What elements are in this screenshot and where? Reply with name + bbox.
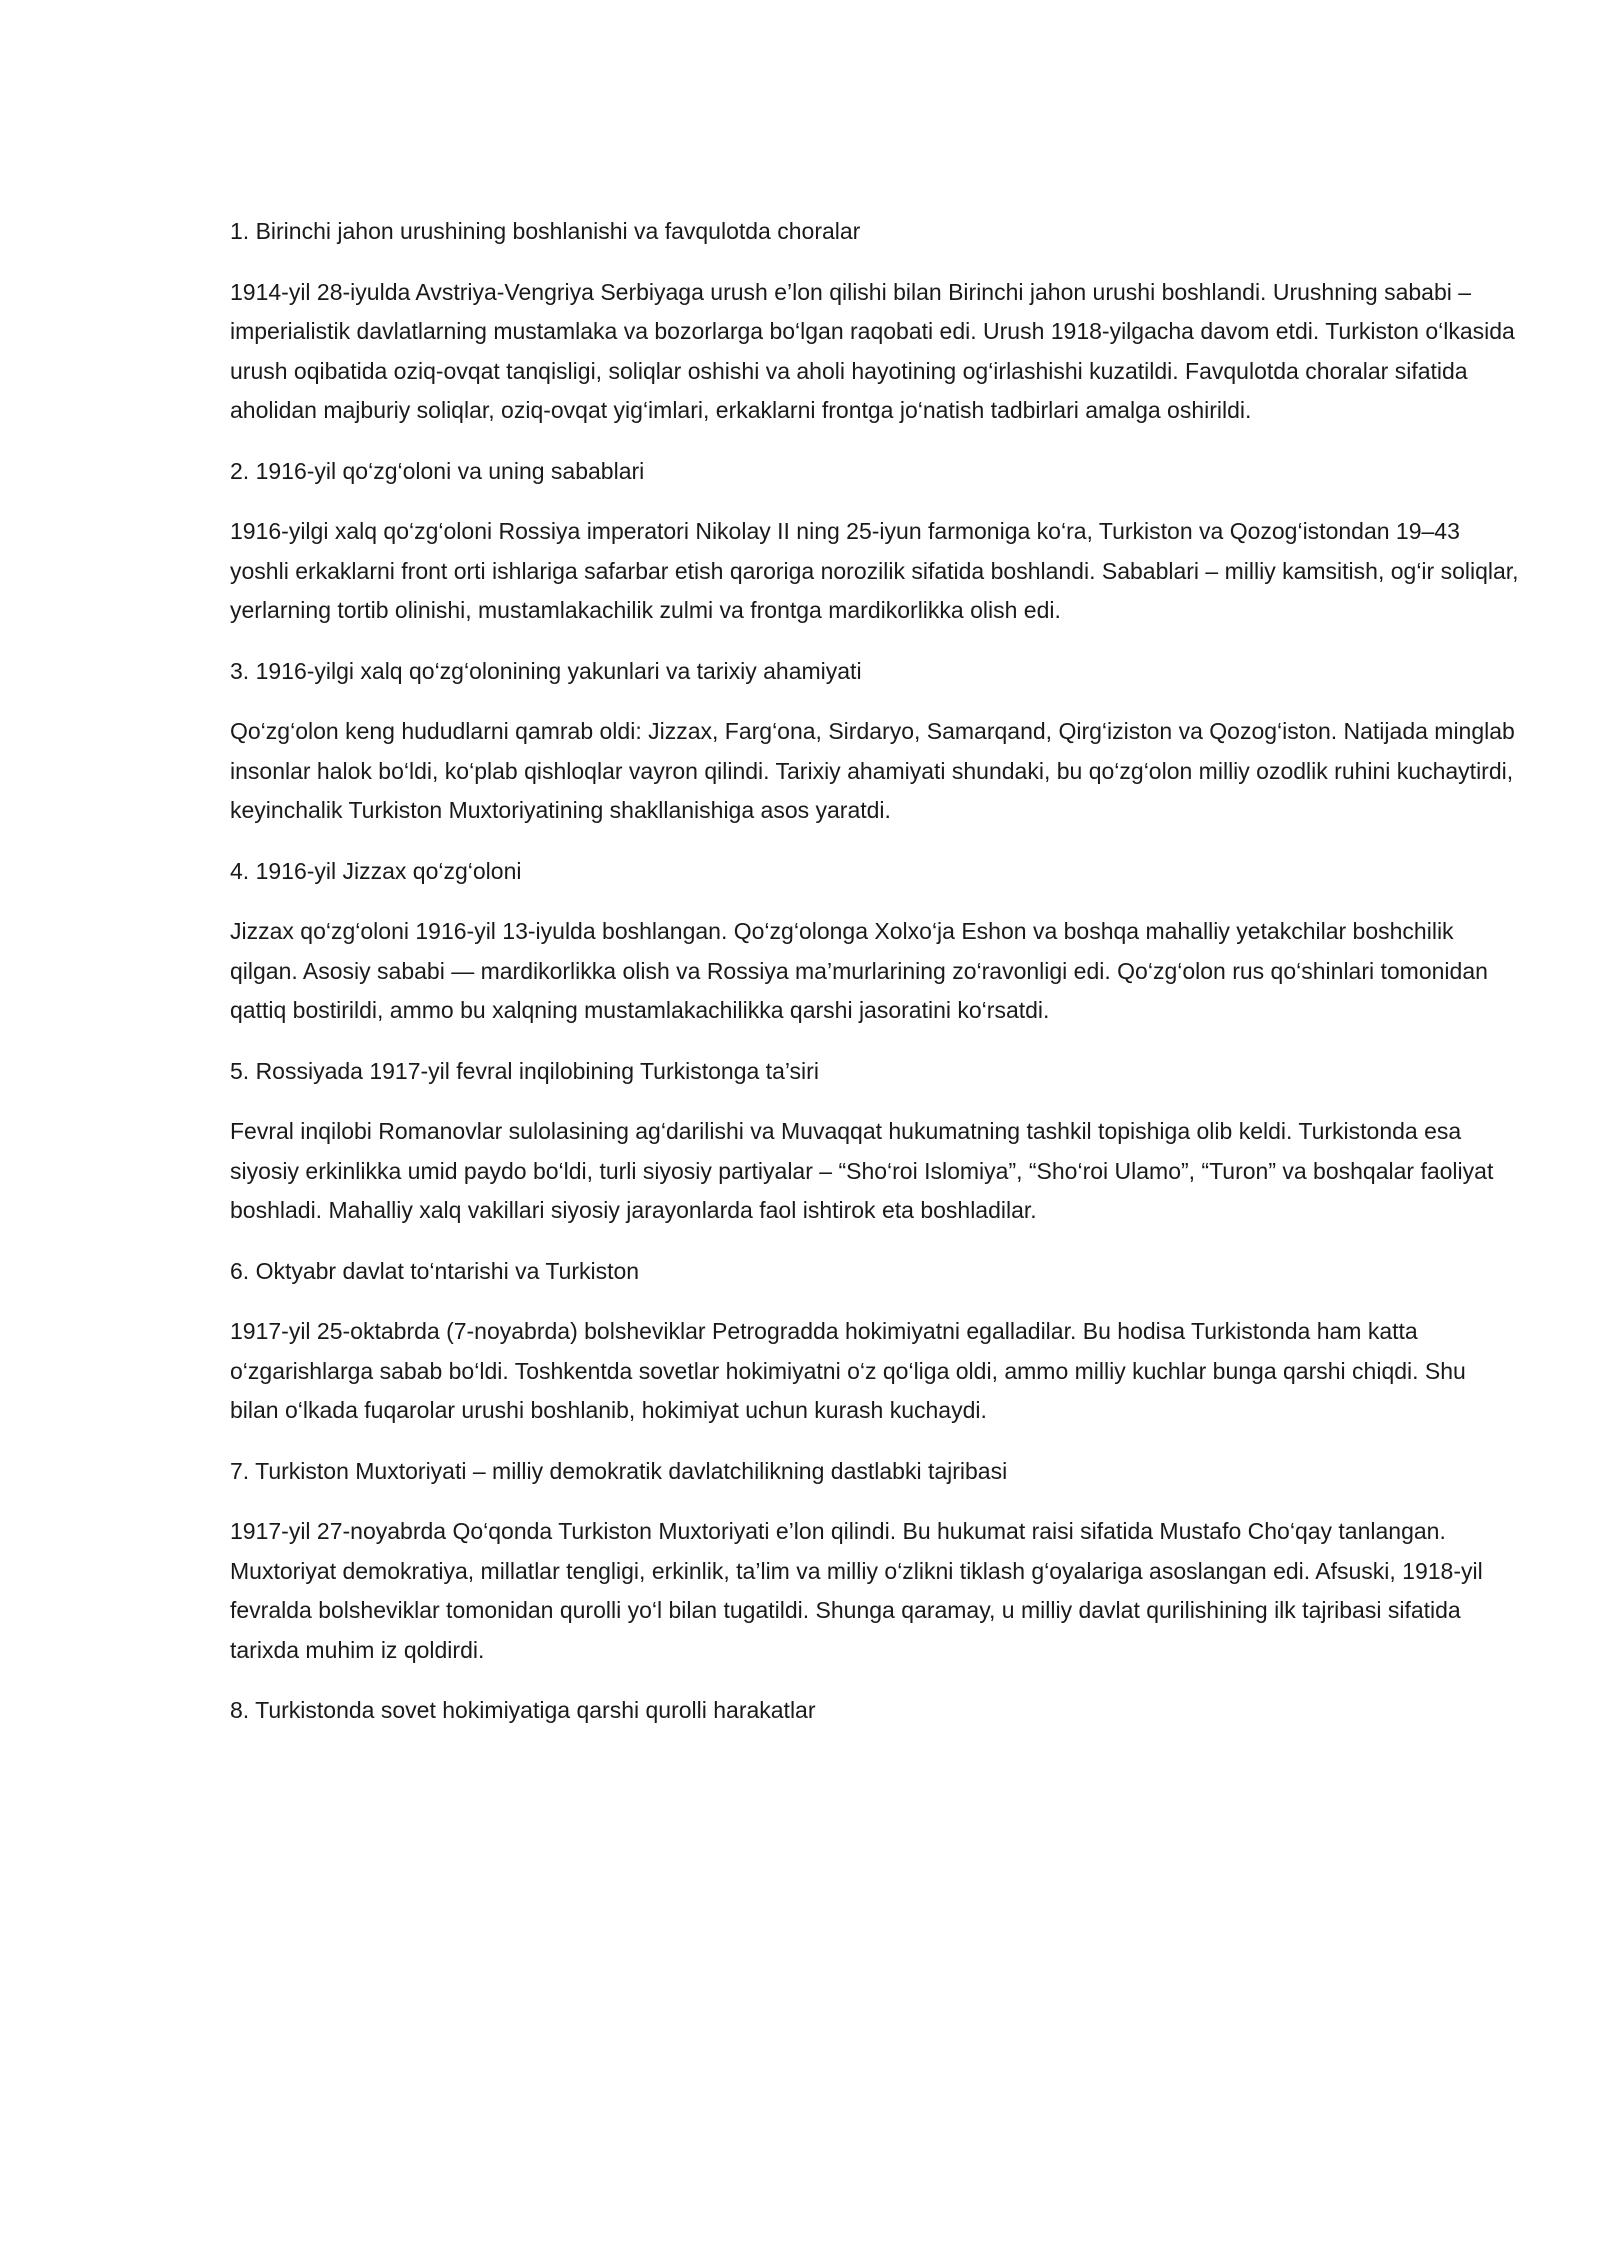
document-content	[230, 212, 1520, 1752]
section-6-heading: 6. Oktyabr davlat to‘ntarishi va Turkiston	[230, 1257, 640, 1284]
section-2-heading: 2. 1916-yil qo‘zg‘oloni va uning sabablari	[230, 457, 645, 484]
section-7-body: 1917-yil 27-noyabrda Qo‘qonda Turkiston Muxtoriyati e’lon qilindi. Bu hukumat raisi sifatida Mustafo Cho‘qay tanlangan. Muxtoriyat demokratiya, millatlar tengligi, erkinlik, ta’lim va milliy o‘zlikni tiklash g‘oyalariga asoslangan edi. Afsuski, 1918-yil fevralda bolsheviklar tomonidan qurolli yo‘l bilan tugatildi. Shunga qaramay, u milliy davlat qurilishining ilk tajribasi sifatida tarixda muhim iz qoldirdi.	[230, 1518, 1483, 1663]
section-4-body: Jizzax qo‘zg‘oloni 1916-yil 13-iyulda boshlangan. Qo‘zg‘olonga Xolxo‘ja Eshon va boshqa mahalliy yetakchilar boshchilik qilgan. Asosiy sababi — mardikorlikka olish va Rossiya ma’murlarining zo‘ravonligi edi. Qo‘zg‘olon rus qo‘shinlari tomonidan qattiq bostirildi, ammo bu xalqning mustamlakachilikka qarshi jasoratini ko‘rsatdi.	[230, 918, 1488, 1023]
section-8-heading: 8. Turkistonda sovet hokimiyatiga qarshi qurolli harakatlar	[230, 1697, 816, 1723]
section-1-heading: 1. Birinchi jahon urushining boshlanishi va favqulotda choralar	[230, 218, 861, 244]
section-5-body: Fevral inqilobi Romanovlar sulolasining ag‘darilishi va Muvaqqat hukumatning tashkil topishiga olib keldi. Turkistonda esa siyosiy erkinlikka umid paydo bo‘ldi, turli siyosiy partiyalar – “Sho‘roi Islomiya”, “Sho‘roi Ulamo”, “Turon” va boshqalar faoliyat boshladi. Mahalliy xalq vakillari siyosiy jarayonlarda faol ishtirok eta boshladilar.	[230, 1118, 1494, 1223]
section-7-heading: 7. Turkiston Muxtoriyati – milliy demokratik davlatchilikning dastlabki tajribasi	[230, 1457, 1008, 1484]
section-4-heading: 4. 1916-yil Jizzax qo‘zg‘oloni	[230, 857, 522, 884]
section-3-heading: 3. 1916-yilgi xalq qo‘zg‘olonining yakunlari va tarixiy ahamiyati	[230, 657, 862, 684]
section-2-body: 1916-yilgi xalq qo‘zg‘oloni Rossiya imperatori Nikolay II ning 25-iyun farmoniga ko‘ra, Turkiston va Qozog‘istondan 19–43 yoshli erkaklarni front orti ishlariga safarbar etish qaroriga norozilik sifatida boshlandi. Sabablari – milliy kamsitish, og‘ir soliqlar, yerlarning tortib olinishi, mustamlakachilik zulmi va frontga mardikorlikka olish edi.	[230, 518, 1519, 623]
section-5-heading: 5. Rossiyada 1917-yil fevral inqilobining Turkistonga ta’siri	[230, 1057, 819, 1084]
section-1-body: 1914-yil 28-iyulda Avstriya-Vengriya Serbiyaga urush e’lon qilishi bilan Birinchi jahon urushi boshlandi. Urushning sababi – imperialistik davlatlarning mustamlaka va bozorlarga bo‘lgan raqobati edi. Urush 1918-yilgacha davom etdi. Turkiston o‘lkasida urush oqibatida oziq-ovqat tanqisligi, soliqlar oshishi va aholi hayotining og‘irlashishi kuzatildi. Favqulotda choralar sifatida aholidan majburiy soliqlar, oziq-ovqat yig‘imlari, erkaklarni frontga jo‘natish tadbirlari amalga oshirildi.	[230, 278, 1515, 423]
section-3-body: Qo‘zg‘olon keng hududlarni qamrab oldi: Jizzax, Farg‘ona, Sirdaryo, Samarqand, Qirg‘iziston va Qozog‘iston. Natijada minglab insonlar halok bo‘ldi, ko‘plab qishloqlar vayron qilindi. Tarixiy ahamiyati shundaki, bu qo‘zg‘olon milliy ozodlik ruhini kuchaytirdi, keyinchalik Turkiston Muxtoriyatining shakllanishiga asos yaratdi.	[230, 718, 1515, 823]
section-6-body: 1917-yil 25-oktabrda (7-noyabrda) bolsheviklar Petrogradda hokimiyatni egalladilar. Bu hodisa Turkistonda ham katta o‘zgarishlarga sabab bo‘ldi. Toshkentda sovetlar hokimiyatni o‘z qo‘liga oldi, ammo milliy kuchlar bunga qarshi chiqdi. Shu bilan o‘lkada fuqarolar urushi boshlanib, hokimiyat uchun kurash kuchaydi.	[230, 1318, 1466, 1423]
